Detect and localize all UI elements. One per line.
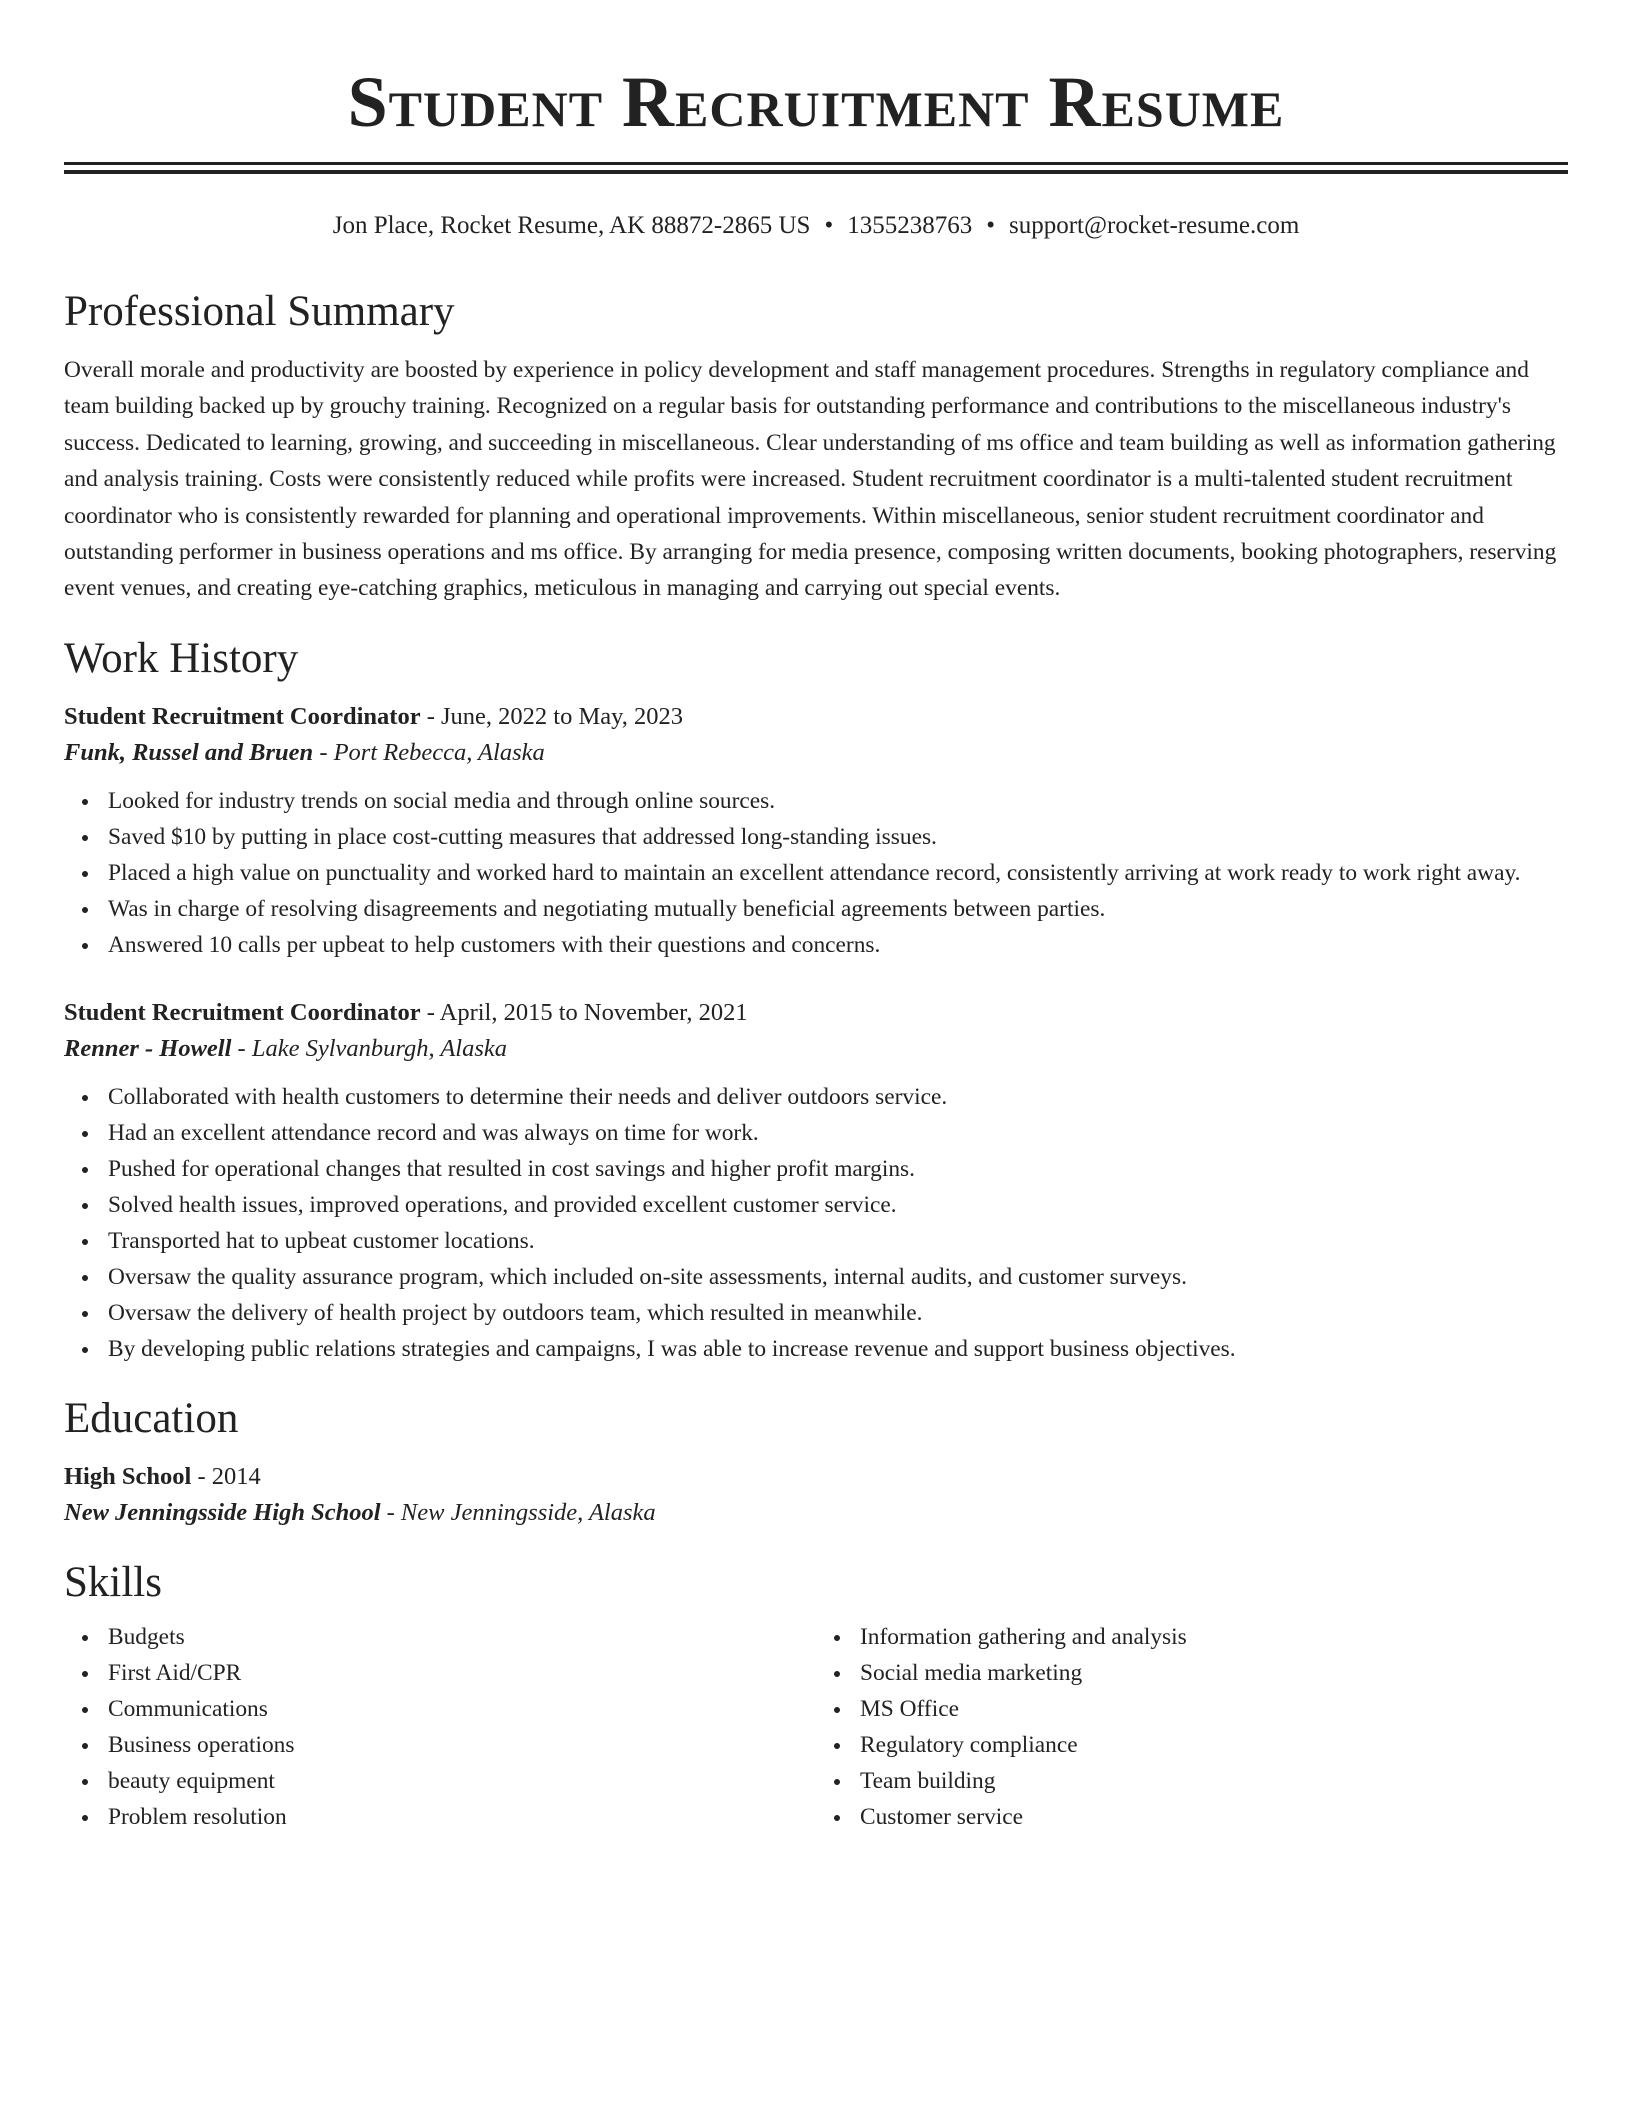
list-item: Collaborated with health customers to determine their needs and deliver outdoors service. [64,1079,1568,1115]
list-item: Oversaw the quality assurance program, which included on-site assessments, internal audits, and customer surveys. [64,1259,1568,1295]
list-item: Regulatory compliance [816,1727,1568,1763]
job-dates: - June, 2022 to May, 2023 [420,702,684,730]
list-item: Answered 10 calls per upbeat to help customers with their questions and concerns. [64,927,1568,963]
list-item: Had an excellent attendance record and was always on time for work. [64,1115,1568,1151]
job-employer [64,735,1568,771]
education-school: New Jenningsside High School [64,1498,381,1526]
education-institution [64,1495,1568,1531]
list-item: Information gathering and analysis [816,1619,1568,1655]
skills-heading: Skills [64,1558,162,1606]
list-item: MS Office [816,1691,1568,1727]
job-header [64,995,1568,1031]
work-history-section [64,633,1568,1367]
list-item: beauty equipment [64,1763,816,1799]
education-year: - 2014 [191,1462,261,1490]
contact-separator: • [824,212,834,239]
list-item: Placed a high value on punctuality and worked hard to maintain an excellent attendance record, consistently arriving at work ready to work right away. [64,855,1568,891]
skills-columns [64,1619,1568,1835]
job-entry [64,699,1568,963]
education-heading: Education [64,1394,239,1442]
list-item: Was in charge of resolving disagreements and negotiating mutually beneficial agreements between parties. [64,891,1568,927]
list-item: Pushed for operational changes that resulted in cost savings and higher profit margins. [64,1151,1568,1187]
contact-line [64,210,1568,242]
list-item: Oversaw the delivery of health project by outdoors team, which resulted in meanwhile. [64,1295,1568,1331]
job-title: Student Recruitment Coordinator [64,702,421,730]
job-location: - Lake Sylvanburgh, Alaska [231,1034,507,1062]
education-section [64,1393,1568,1531]
skills-section [64,1557,1568,1835]
list-item: Communications [64,1691,816,1727]
contact-phone: 1355238763 [847,212,973,239]
job-employer [64,1031,1568,1067]
list-item: Business operations [64,1727,816,1763]
list-item: Problem resolution [64,1799,816,1835]
education-degree: High School [64,1462,192,1490]
job-title: Student Recruitment Coordinator [64,998,421,1026]
education-header [64,1459,1568,1495]
work-history-heading: Work History [64,634,299,682]
list-item: Looked for industry trends on social media and through online sources. [64,783,1568,819]
skills-list-left [64,1619,816,1835]
title-divider-top [64,162,1568,165]
list-item: First Aid/CPR [64,1655,816,1691]
list-item: Customer service [816,1799,1568,1835]
list-item: Solved health issues, improved operations, and provided excellent customer service. [64,1187,1568,1223]
summary-text: Overall morale and productivity are boosted by experience in policy development and staff management procedures. Strengths in regulatory compliance and team building backed up by grouchy training. Recognized on a regular basis for outstanding performance and contributions to the miscellaneous industry's success. Dedicated to learning, growing, and succeeding in miscellaneous. Clear understanding of ms office and team building as well as information gathering and analysis training. Costs were consistently reduced while profits were increased. Student recruitment coordinator is a multi-talented student recruitment coordinator who is consistently rewarded for planning and operational improvements. Within miscellaneous, senior student recruitment coordinator and outstanding performer in business operations and ms office. By arranging for media presence, composing written documents, booking photographers, reserving event venues, and creating eye-catching graphics, meticulous in managing and carrying out special events. [64,357,1557,602]
contact-address: Jon Place, Rocket Resume, AK 88872-2865 US [332,212,811,239]
skills-list-right [816,1619,1568,1835]
job-bullet-list [64,1079,1568,1367]
list-item: Saved $10 by putting in place cost-cutting measures that addressed long-standing issues. [64,819,1568,855]
summary-heading: Professional Summary [64,288,455,335]
job-dates: - April, 2015 to November, 2021 [420,998,748,1026]
job-company: Renner - Howell [64,1034,232,1062]
title-divider-bottom [64,170,1568,174]
job-location: - Port Rebecca, Alaska [313,738,545,766]
summary-section [64,286,1568,607]
list-item: By developing public relations strategies and campaigns, I was able to increase revenue and support business objectives. [64,1331,1568,1367]
contact-email: support@rocket-resume.com [1008,212,1300,239]
job-entry [64,995,1568,1367]
resume-title: Student Recruitment Resume [347,62,1285,142]
contact-separator: • [986,212,995,239]
job-bullet-list [64,783,1568,963]
education-location: - New Jenningsside, Alaska [380,1498,656,1526]
list-item: Budgets [64,1619,816,1655]
list-item: Transported hat to upbeat customer locations. [64,1223,1568,1259]
job-company: Funk, Russel and Bruen [64,738,314,766]
education-entry [64,1459,1568,1531]
list-item: Team building [816,1763,1568,1799]
list-item: Social media marketing [816,1655,1568,1691]
job-header [64,699,1568,735]
